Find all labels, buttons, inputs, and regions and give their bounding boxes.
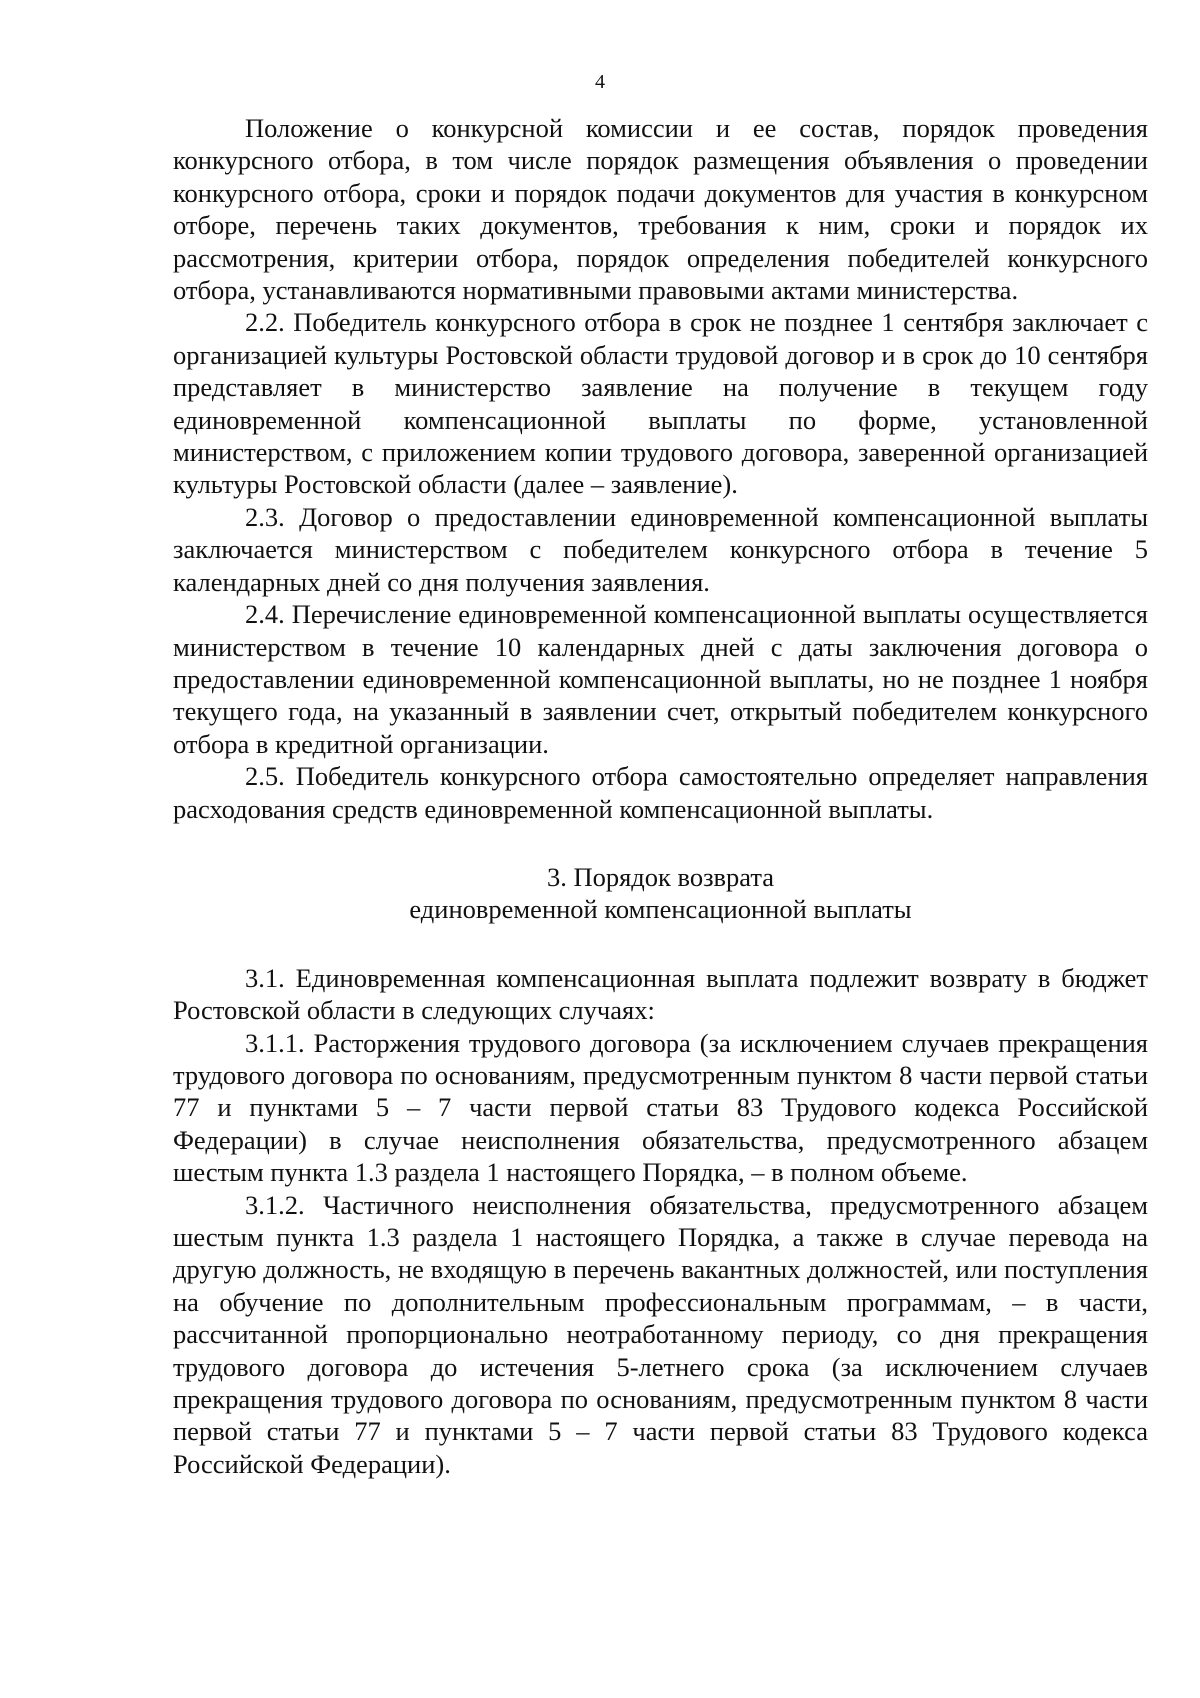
page-number: 4 [595,71,605,93]
document-body [173,112,1148,1480]
paragraph-2-4: 2.4. Перечисление единовременной компенсационной выплаты осуществляется министерством в течение 10 календарных дней с даты заключения договора о предоставлении единовременной компенсационной выплаты, но не позднее 1 ноября текущего года, на указанный в заявлении счет, открытый победителем конкурсного отбора в кредитной организации. [173,599,1148,759]
section-heading-line-1: 3. Порядок возврата [546,861,775,892]
paragraph-2-3: 2.3. Договор о предоставлении единовременной компенсационной выплаты заключается министерством с победителем конкурсного отбора в течение 5 календарных дней со дня получения заявления. [173,501,1148,597]
paragraph-3-1-2: 3.1.2. Частичного неисполнения обязательства, предусмотренного абзацем шестым пункта 1.3 раздела 1 настоящего Порядка, а также в случае перевода на другую должность, не входящую в перечень вакантных должностей, или поступления на обучение по дополнительным профессиональным программам, – в части, рассчитанной пропорционально неотработанному периоду, со дня прекращения трудового договора до истечения 5-летнего срока (за исключением случаев прекращения трудового договора по основаниям, предусмотренным пунктом 8 части первой статьи 77 и пунктами 5 – 7 части первой статьи 83 Трудового кодекса Российской Федерации). [173,1189,1148,1479]
paragraph-commission-regulation: Положение о конкурсной комиссии и ее состав, порядок проведения конкурсного отбора, в том числе порядок размещения объявления о проведении конкурсного отбора, сроки и порядок подачи документов для участия в конкурсном отборе, перечень таких документов, требования к ним, сроки и порядок их рассмотрения, критерии отбора, порядок определения победителей конкурсного отбора, устанавливаются нормативными правовыми актами министерства. [173,113,1148,306]
paragraph-3-1-1: 3.1.1. Расторжения трудового договора (за исключением случаев прекращения трудового договора по основаниям, предусмотренным пунктом 8 части первой статьи 77 и пунктами 5 – 7 части первой статьи 83 Трудового кодекса Российской Федерации) в случае неисполнения обязательства, предусмотренного абзацем шестым пункта 1.3 раздела 1 настоящего Порядка, – в полном объеме. [173,1027,1148,1188]
paragraph-3-1: 3.1. Единовременная компенсационная выплата подлежит возврату в бюджет Ростовской области в следующих случаях: [173,962,1148,1026]
section-heading-line-2: единовременной компенсационной выплаты [409,894,912,925]
paragraph-2-2: 2.2. Победитель конкурсного отбора в срок не позднее 1 сентября заключает с организацией культуры Ростовской области трудовой договор и в срок до 10 сентября представляет в министерство заявление на получение в текущем году единовременной компенсационной выплаты по форме, установленной министерством, с приложением копии трудового договора, заверенной организацией культуры Ростовской области (далее – заявление). [173,307,1148,500]
section-3-heading [173,861,1148,926]
paragraph-2-5: 2.5. Победитель конкурсного отбора самостоятельно определяет направления расходования средств единовременной компенсационной выплаты. [173,761,1148,824]
